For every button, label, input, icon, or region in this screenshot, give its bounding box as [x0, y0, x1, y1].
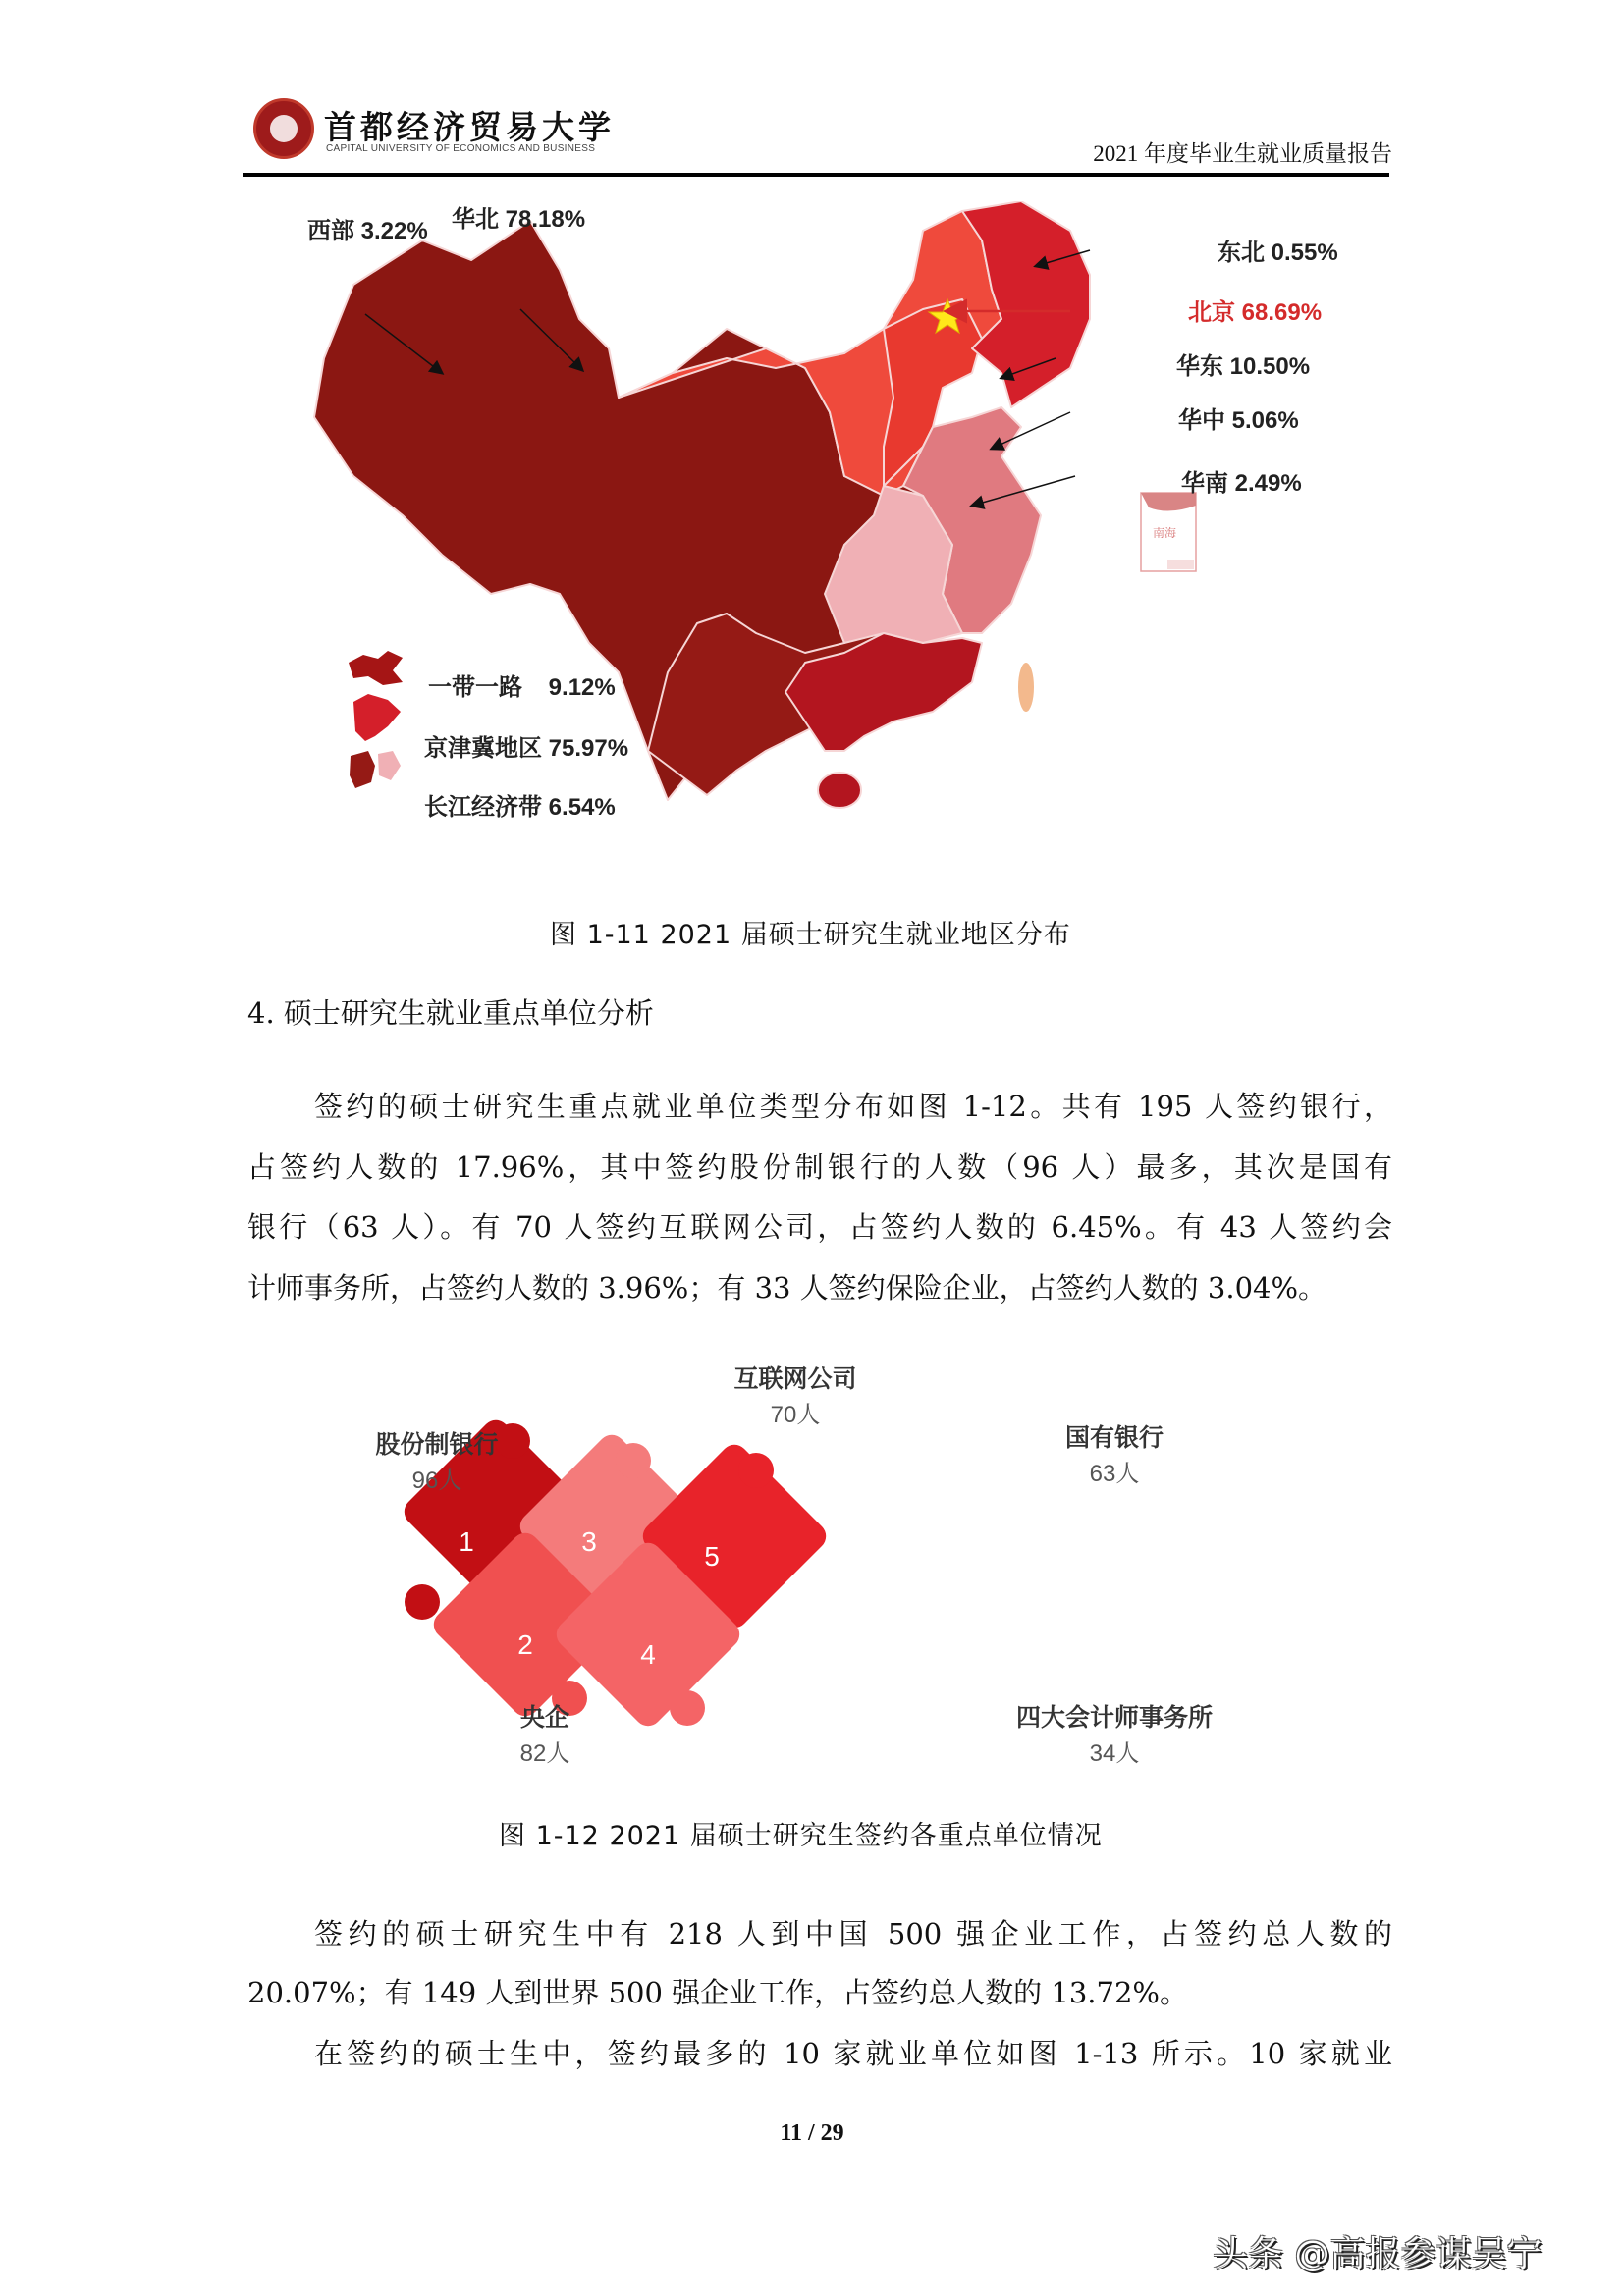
paragraph-2-line-2: 20.07%；有 149 人到世界 500 强企业工作，占签约总人数的 13.72%。: [247, 1976, 1188, 2009]
svg-text:南海: 南海: [1153, 526, 1177, 540]
page-number: 11 / 29: [780, 2120, 844, 2146]
figure-1-12-caption: 图 1-12 2021 届硕士研究生签约各重点单位情况: [499, 1821, 1103, 1851]
paragraph-1-line-2: 占签约人数的 17.96%，其中签约股份制银行的人数（96 人）最多，其次是国有: [247, 1150, 1392, 1184]
university-name-cn: 首都经济贸易大学: [324, 108, 615, 146]
svg-text:2: 2: [517, 1629, 533, 1660]
report-title: 2021 年度毕业生就业质量报告: [1093, 141, 1392, 166]
puzzle-label-4: 四大会计师事务所 34人: [1015, 1704, 1213, 1767]
svg-text:5: 5: [704, 1541, 720, 1572]
svg-text:4: 4: [640, 1639, 656, 1670]
svg-text:1: 1: [459, 1526, 474, 1557]
svg-text:3: 3: [581, 1526, 597, 1557]
paragraph-2-line-1: 签约的硕士研究生中有 218 人到中国 500 强企业工作，占签约总人数的: [314, 1917, 1392, 1950]
watermark: 头条 @高报参谋吴宁: [1213, 2234, 1543, 2274]
paragraph-1-line-4: 计师事务所，占签约人数的 3.96%；有 33 人签约保险企业，占签约人数的 3.04%。: [247, 1271, 1327, 1305]
label-south: 华南 2.49%: [1181, 470, 1302, 497]
key-employers-puzzle-figure: [344, 1355, 1247, 1777]
label-north: 华北 78.18%: [452, 206, 586, 233]
legend-icon-belt-road: [349, 651, 403, 685]
puzzle-label-1: 股份制银行 96人: [375, 1431, 499, 1494]
legend-yangtze: 长江经济带 6.54%: [424, 794, 616, 821]
taiwan-shape: [1018, 663, 1034, 712]
label-central: 华中 5.06%: [1178, 407, 1299, 434]
section-heading: 4. 硕士研究生就业重点单位分析: [247, 996, 654, 1030]
puzzle-label-3: 互联网公司 70人: [733, 1365, 857, 1428]
paragraph-1-line-3: 银行（63 人）。有 70 人签约互联网公司，占签约人数的 6.45%。有 43 人签约会: [247, 1210, 1392, 1244]
label-east: 华东 10.50%: [1176, 353, 1311, 380]
legend-belt-road: 一带一路 9.12%: [428, 674, 616, 701]
header-divider: [243, 173, 1389, 177]
south-sea-inset: [1141, 493, 1196, 571]
label-west: 西部 3.22%: [307, 218, 428, 244]
figure-1-11-caption: 图 1-11 2021 届硕士研究生就业地区分布: [550, 920, 1071, 950]
paragraph-1-line-1: 签约的硕士研究生重点就业单位类型分布如图 1-12。共有 195 人签约银行，: [314, 1090, 1392, 1123]
puzzle-label-2: 央企 82人: [519, 1704, 570, 1767]
legend-jingjinji: 京津冀地区 75.97%: [424, 735, 629, 762]
university-name-en: CAPITAL UNIVERSITY OF ECONOMICS AND BUSINESS: [326, 143, 596, 154]
university-seal-logo: [253, 98, 314, 159]
legend-icon-jingjinji: [353, 694, 401, 741]
paragraph-3-line-1: 在签约的硕士生中，签约最多的 10 家就业单位如图 1-13 所示。10 家就业: [314, 2037, 1392, 2070]
china-region-map: [295, 201, 1375, 888]
label-northeast: 东北 0.55%: [1218, 240, 1338, 266]
legend-icon-yangtze: [350, 751, 401, 788]
label-beijing: 北京 68.69%: [1188, 299, 1323, 326]
puzzle-label-5: 国有银行 63人: [1064, 1424, 1164, 1487]
